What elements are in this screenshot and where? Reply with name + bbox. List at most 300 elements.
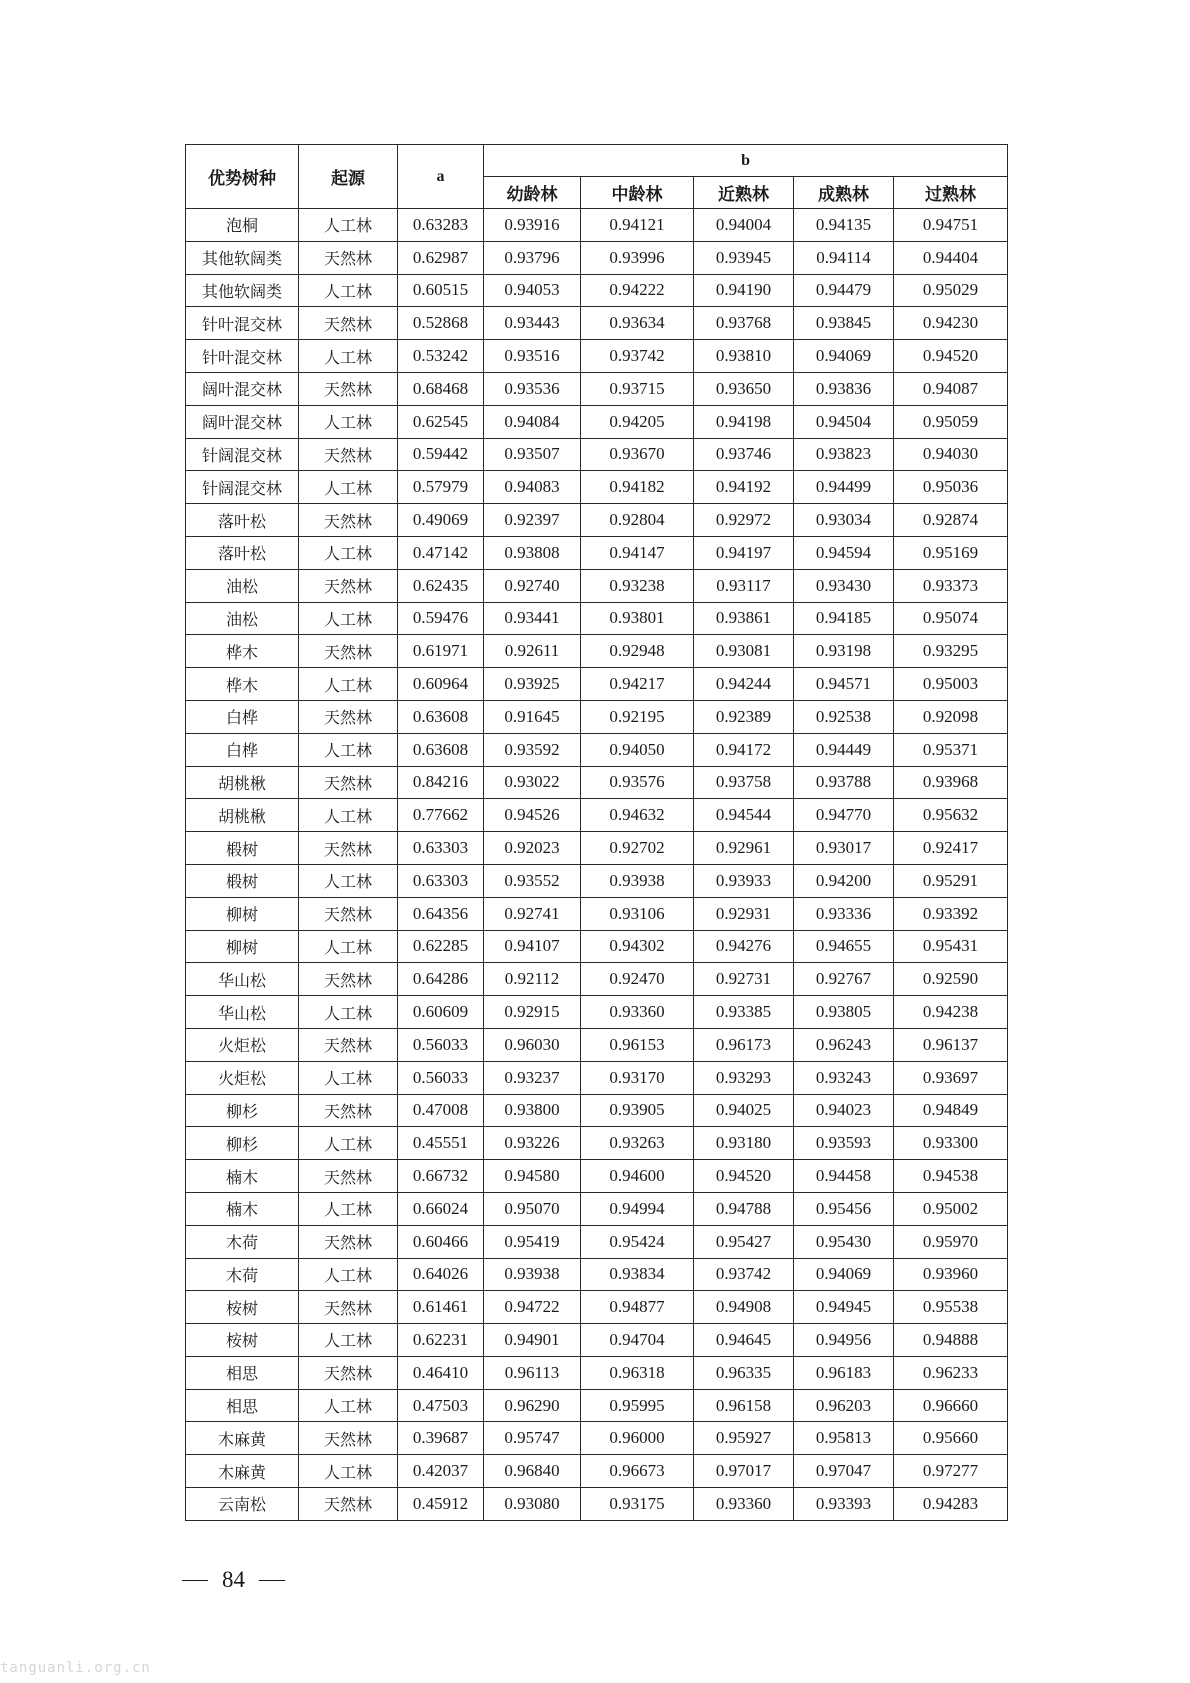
cell-b-mature: 0.94594	[794, 536, 894, 569]
cell-origin: 天然林	[299, 963, 398, 996]
header-origin: 起源	[299, 145, 398, 209]
cell-b-young: 0.93226	[484, 1127, 581, 1160]
cell-b-near-mature: 0.94645	[694, 1324, 794, 1357]
table-row	[186, 536, 1008, 569]
cell-b-young: 0.93443	[484, 307, 581, 340]
cell-b-young: 0.93808	[484, 536, 581, 569]
cell-origin: 人工林	[299, 1061, 398, 1094]
table-row	[186, 1455, 1008, 1488]
cell-a: 0.47142	[398, 536, 484, 569]
cell-b-mature: 0.93198	[794, 635, 894, 668]
cell-origin: 人工林	[299, 340, 398, 373]
cell-b-mature: 0.94069	[794, 1258, 894, 1291]
cell-a: 0.56033	[398, 1028, 484, 1061]
table-row	[186, 897, 1008, 930]
table-row	[186, 1258, 1008, 1291]
cell-b-young: 0.94084	[484, 405, 581, 438]
cell-b-young: 0.91645	[484, 700, 581, 733]
table-row	[186, 799, 1008, 832]
cell-b-young: 0.93022	[484, 766, 581, 799]
cell-b-over-mature: 0.95291	[894, 864, 1008, 897]
cell-b-middle: 0.94182	[581, 471, 694, 504]
cell-b-over-mature: 0.94751	[894, 209, 1008, 242]
cell-a: 0.63303	[398, 864, 484, 897]
cell-b-over-mature: 0.94238	[894, 996, 1008, 1029]
cell-b-over-mature: 0.97277	[894, 1455, 1008, 1488]
cell-origin: 天然林	[299, 1422, 398, 1455]
cell-b-over-mature: 0.95538	[894, 1291, 1008, 1324]
cell-b-over-mature: 0.94230	[894, 307, 1008, 340]
cell-b-over-mature: 0.92098	[894, 700, 1008, 733]
cell-b-middle: 0.93938	[581, 864, 694, 897]
cell-b-middle: 0.93905	[581, 1094, 694, 1127]
cell-a: 0.57979	[398, 471, 484, 504]
table-row	[186, 1422, 1008, 1455]
cell-species: 木荷	[186, 1258, 299, 1291]
cell-b-middle: 0.93742	[581, 340, 694, 373]
cell-b-young: 0.93925	[484, 668, 581, 701]
cell-a: 0.59442	[398, 438, 484, 471]
cell-a: 0.60964	[398, 668, 484, 701]
table-header	[186, 145, 1008, 209]
cell-origin: 天然林	[299, 307, 398, 340]
cell-a: 0.64356	[398, 897, 484, 930]
cell-species: 柳杉	[186, 1127, 299, 1160]
cell-b-over-mature: 0.95002	[894, 1192, 1008, 1225]
cell-species: 其他软阔类	[186, 274, 299, 307]
cell-b-near-mature: 0.94544	[694, 799, 794, 832]
cell-species: 相思	[186, 1389, 299, 1422]
cell-origin: 天然林	[299, 1488, 398, 1521]
cell-b-young: 0.93536	[484, 372, 581, 405]
cell-origin: 天然林	[299, 1028, 398, 1061]
cell-b-near-mature: 0.92972	[694, 504, 794, 537]
cell-origin: 天然林	[299, 766, 398, 799]
cell-b-young: 0.94901	[484, 1324, 581, 1357]
table-row	[186, 438, 1008, 471]
cell-b-near-mature: 0.93360	[694, 1488, 794, 1521]
cell-origin: 人工林	[299, 536, 398, 569]
cell-b-middle: 0.93715	[581, 372, 694, 405]
cell-b-near-mature: 0.94197	[694, 536, 794, 569]
cell-b-near-mature: 0.94520	[694, 1160, 794, 1193]
cell-b-over-mature: 0.96660	[894, 1389, 1008, 1422]
cell-species: 椴树	[186, 832, 299, 865]
cell-b-young: 0.94107	[484, 930, 581, 963]
cell-species: 阔叶混交林	[186, 405, 299, 438]
cell-species: 落叶松	[186, 536, 299, 569]
table-row	[186, 635, 1008, 668]
cell-b-mature: 0.94069	[794, 340, 894, 373]
cell-b-mature: 0.94449	[794, 733, 894, 766]
cell-b-middle: 0.93801	[581, 602, 694, 635]
table-row	[186, 700, 1008, 733]
cell-a: 0.56033	[398, 1061, 484, 1094]
cell-species: 楠木	[186, 1160, 299, 1193]
page-number: 84	[222, 1567, 245, 1592]
cell-a: 0.68468	[398, 372, 484, 405]
table-row	[186, 405, 1008, 438]
cell-species: 其他软阔类	[186, 241, 299, 274]
cell-origin: 人工林	[299, 471, 398, 504]
cell-origin: 人工林	[299, 1455, 398, 1488]
cell-species: 桦木	[186, 635, 299, 668]
cell-b-over-mature: 0.93392	[894, 897, 1008, 930]
cell-b-near-mature: 0.93810	[694, 340, 794, 373]
cell-b-middle: 0.95424	[581, 1225, 694, 1258]
cell-b-near-mature: 0.93945	[694, 241, 794, 274]
table-row	[186, 602, 1008, 635]
cell-a: 0.49069	[398, 504, 484, 537]
cell-b-over-mature: 0.93960	[894, 1258, 1008, 1291]
table-row	[186, 274, 1008, 307]
cell-b-over-mature: 0.93295	[894, 635, 1008, 668]
cell-b-mature: 0.96203	[794, 1389, 894, 1422]
cell-origin: 人工林	[299, 930, 398, 963]
cell-species: 桉树	[186, 1324, 299, 1357]
cell-a: 0.66024	[398, 1192, 484, 1225]
cell-a: 0.45551	[398, 1127, 484, 1160]
table-row	[186, 209, 1008, 242]
cell-b-young: 0.93796	[484, 241, 581, 274]
cell-b-young: 0.96030	[484, 1028, 581, 1061]
cell-b-over-mature: 0.95431	[894, 930, 1008, 963]
cell-b-middle: 0.93834	[581, 1258, 694, 1291]
cell-b-mature: 0.94479	[794, 274, 894, 307]
cell-origin: 天然林	[299, 832, 398, 865]
cell-species: 木荷	[186, 1225, 299, 1258]
cell-origin: 人工林	[299, 996, 398, 1029]
cell-b-mature: 0.95813	[794, 1422, 894, 1455]
cell-b-middle: 0.95995	[581, 1389, 694, 1422]
cell-b-near-mature: 0.95427	[694, 1225, 794, 1258]
table-row	[186, 307, 1008, 340]
cell-b-young: 0.92611	[484, 635, 581, 668]
cell-species: 椴树	[186, 864, 299, 897]
header-stage-young: 幼龄林	[484, 177, 581, 209]
cell-b-over-mature: 0.92874	[894, 504, 1008, 537]
cell-b-mature: 0.94956	[794, 1324, 894, 1357]
cell-b-near-mature: 0.93933	[694, 864, 794, 897]
cell-a: 0.63608	[398, 733, 484, 766]
cell-a: 0.52868	[398, 307, 484, 340]
cell-a: 0.39687	[398, 1422, 484, 1455]
cell-b-young: 0.93441	[484, 602, 581, 635]
cell-b-near-mature: 0.97017	[694, 1455, 794, 1488]
cell-b-over-mature: 0.95003	[894, 668, 1008, 701]
cell-b-near-mature: 0.94192	[694, 471, 794, 504]
table-row	[186, 504, 1008, 537]
table-row	[186, 996, 1008, 1029]
cell-origin: 天然林	[299, 241, 398, 274]
cell-b-young: 0.95070	[484, 1192, 581, 1225]
cell-b-young: 0.92740	[484, 569, 581, 602]
cell-b-over-mature: 0.93373	[894, 569, 1008, 602]
cell-b-middle: 0.96673	[581, 1455, 694, 1488]
cell-a: 0.47008	[398, 1094, 484, 1127]
cell-b-mature: 0.93788	[794, 766, 894, 799]
cell-b-near-mature: 0.92731	[694, 963, 794, 996]
cell-species: 针叶混交林	[186, 340, 299, 373]
cell-a: 0.61461	[398, 1291, 484, 1324]
cell-a: 0.77662	[398, 799, 484, 832]
cell-species: 华山松	[186, 996, 299, 1029]
cell-b-near-mature: 0.93768	[694, 307, 794, 340]
cell-b-middle: 0.94222	[581, 274, 694, 307]
cell-b-middle: 0.96000	[581, 1422, 694, 1455]
cell-b-young: 0.93938	[484, 1258, 581, 1291]
cell-b-near-mature: 0.96158	[694, 1389, 794, 1422]
cell-origin: 人工林	[299, 668, 398, 701]
cell-b-young: 0.94580	[484, 1160, 581, 1193]
cell-b-mature: 0.93430	[794, 569, 894, 602]
cell-b-near-mature: 0.93385	[694, 996, 794, 1029]
cell-b-middle: 0.94600	[581, 1160, 694, 1193]
cell-b-near-mature: 0.93742	[694, 1258, 794, 1291]
cell-b-over-mature: 0.93300	[894, 1127, 1008, 1160]
cell-b-mature: 0.95456	[794, 1192, 894, 1225]
cell-b-middle: 0.94050	[581, 733, 694, 766]
cell-origin: 天然林	[299, 569, 398, 602]
cell-origin: 天然林	[299, 1160, 398, 1193]
header-stage-over-mature: 过熟林	[894, 177, 1008, 209]
cell-a: 0.63283	[398, 209, 484, 242]
cell-b-young: 0.93800	[484, 1094, 581, 1127]
cell-b-over-mature: 0.94087	[894, 372, 1008, 405]
table-row	[186, 471, 1008, 504]
cell-b-middle: 0.96153	[581, 1028, 694, 1061]
cell-b-over-mature: 0.95660	[894, 1422, 1008, 1455]
cell-a: 0.47503	[398, 1389, 484, 1422]
cell-b-middle: 0.92804	[581, 504, 694, 537]
cell-b-middle: 0.96318	[581, 1356, 694, 1389]
cell-b-over-mature: 0.94888	[894, 1324, 1008, 1357]
cell-species: 桉树	[186, 1291, 299, 1324]
cell-b-middle: 0.94205	[581, 405, 694, 438]
cell-species: 白桦	[186, 700, 299, 733]
cell-b-mature: 0.93845	[794, 307, 894, 340]
cell-b-mature: 0.94458	[794, 1160, 894, 1193]
table-row	[186, 1488, 1008, 1521]
cell-b-mature: 0.93593	[794, 1127, 894, 1160]
header-stage-near-mature: 近熟林	[694, 177, 794, 209]
cell-species: 阔叶混交林	[186, 372, 299, 405]
cell-b-young: 0.93552	[484, 864, 581, 897]
cell-b-young: 0.92023	[484, 832, 581, 865]
cell-a: 0.45912	[398, 1488, 484, 1521]
cell-b-mature: 0.93836	[794, 372, 894, 405]
cell-b-near-mature: 0.93293	[694, 1061, 794, 1094]
cell-b-over-mature: 0.94538	[894, 1160, 1008, 1193]
cell-b-over-mature: 0.93697	[894, 1061, 1008, 1094]
cell-b-middle: 0.93106	[581, 897, 694, 930]
cell-b-middle: 0.93670	[581, 438, 694, 471]
cell-origin: 人工林	[299, 405, 398, 438]
footer-dash-right	[259, 1580, 285, 1581]
cell-b-mature: 0.94114	[794, 241, 894, 274]
cell-b-near-mature: 0.93650	[694, 372, 794, 405]
cell-b-near-mature: 0.93861	[694, 602, 794, 635]
cell-b-near-mature: 0.94276	[694, 930, 794, 963]
cell-origin: 人工林	[299, 1258, 398, 1291]
cell-species: 油松	[186, 569, 299, 602]
cell-origin: 人工林	[299, 1324, 398, 1357]
table-row	[186, 1356, 1008, 1389]
cell-b-mature: 0.96183	[794, 1356, 894, 1389]
cell-origin: 天然林	[299, 372, 398, 405]
cell-b-middle: 0.94632	[581, 799, 694, 832]
cell-b-over-mature: 0.96233	[894, 1356, 1008, 1389]
cell-b-middle: 0.94217	[581, 668, 694, 701]
cell-b-young: 0.94083	[484, 471, 581, 504]
header-stage-mature: 成熟林	[794, 177, 894, 209]
cell-species: 木麻黄	[186, 1455, 299, 1488]
cell-origin: 人工林	[299, 274, 398, 307]
cell-species: 楠木	[186, 1192, 299, 1225]
cell-a: 0.60466	[398, 1225, 484, 1258]
cell-b-mature: 0.92538	[794, 700, 894, 733]
cell-species: 柳树	[186, 897, 299, 930]
cell-b-over-mature: 0.94849	[894, 1094, 1008, 1127]
cell-b-middle: 0.93263	[581, 1127, 694, 1160]
header-stage-middle: 中龄林	[581, 177, 694, 209]
table-row	[186, 1192, 1008, 1225]
cell-origin: 人工林	[299, 864, 398, 897]
cell-b-over-mature: 0.94030	[894, 438, 1008, 471]
cell-b-mature: 0.93393	[794, 1488, 894, 1521]
cell-origin: 天然林	[299, 438, 398, 471]
table-row	[186, 1094, 1008, 1127]
cell-b-middle: 0.93175	[581, 1488, 694, 1521]
cell-b-middle: 0.92470	[581, 963, 694, 996]
cell-a: 0.62231	[398, 1324, 484, 1357]
cell-a: 0.61971	[398, 635, 484, 668]
cell-b-near-mature: 0.93746	[694, 438, 794, 471]
cell-species: 胡桃楸	[186, 799, 299, 832]
cell-b-near-mature: 0.94172	[694, 733, 794, 766]
cell-b-near-mature: 0.94244	[694, 668, 794, 701]
table-row	[186, 963, 1008, 996]
cell-b-over-mature: 0.94404	[894, 241, 1008, 274]
cell-b-young: 0.95747	[484, 1422, 581, 1455]
table-row	[186, 1324, 1008, 1357]
cell-b-over-mature: 0.95059	[894, 405, 1008, 438]
table-body	[186, 209, 1008, 1521]
cell-species: 火炬松	[186, 1028, 299, 1061]
cell-b-near-mature: 0.94004	[694, 209, 794, 242]
cell-b-young: 0.95419	[484, 1225, 581, 1258]
cell-b-young: 0.92397	[484, 504, 581, 537]
cell-a: 0.60609	[398, 996, 484, 1029]
table-row	[186, 1127, 1008, 1160]
cell-species: 木麻黄	[186, 1422, 299, 1455]
cell-b-mature: 0.94499	[794, 471, 894, 504]
header-b: b	[484, 145, 1008, 177]
cell-a: 0.46410	[398, 1356, 484, 1389]
cell-a: 0.59476	[398, 602, 484, 635]
cell-b-over-mature: 0.95029	[894, 274, 1008, 307]
cell-b-near-mature: 0.94198	[694, 405, 794, 438]
cell-b-young: 0.94053	[484, 274, 581, 307]
cell-origin: 人工林	[299, 1127, 398, 1160]
cell-b-near-mature: 0.92931	[694, 897, 794, 930]
cell-b-near-mature: 0.96173	[694, 1028, 794, 1061]
cell-origin: 人工林	[299, 209, 398, 242]
cell-origin: 人工林	[299, 799, 398, 832]
cell-a: 0.42037	[398, 1455, 484, 1488]
header-a: a	[398, 145, 484, 209]
cell-b-over-mature: 0.95632	[894, 799, 1008, 832]
cell-b-young: 0.93080	[484, 1488, 581, 1521]
cell-b-middle: 0.93238	[581, 569, 694, 602]
cell-b-over-mature: 0.95169	[894, 536, 1008, 569]
cell-b-near-mature: 0.94190	[694, 274, 794, 307]
cell-b-over-mature: 0.95074	[894, 602, 1008, 635]
cell-b-near-mature: 0.93117	[694, 569, 794, 602]
cell-b-mature: 0.94655	[794, 930, 894, 963]
cell-b-mature: 0.93336	[794, 897, 894, 930]
cell-a: 0.60515	[398, 274, 484, 307]
cell-b-middle: 0.94704	[581, 1324, 694, 1357]
cell-b-mature: 0.93017	[794, 832, 894, 865]
cell-b-young: 0.93237	[484, 1061, 581, 1094]
table-row	[186, 766, 1008, 799]
cell-b-middle: 0.94994	[581, 1192, 694, 1225]
cell-b-middle: 0.93996	[581, 241, 694, 274]
cell-b-middle: 0.93576	[581, 766, 694, 799]
table-row	[186, 1028, 1008, 1061]
cell-origin: 人工林	[299, 1389, 398, 1422]
cell-b-middle: 0.94147	[581, 536, 694, 569]
cell-b-over-mature: 0.96137	[894, 1028, 1008, 1061]
cell-b-young: 0.93507	[484, 438, 581, 471]
cell-b-young: 0.93916	[484, 209, 581, 242]
table-row	[186, 668, 1008, 701]
table-row	[186, 569, 1008, 602]
cell-b-over-mature: 0.94520	[894, 340, 1008, 373]
cell-a: 0.62435	[398, 569, 484, 602]
cell-b-mature: 0.94023	[794, 1094, 894, 1127]
cell-b-over-mature: 0.95371	[894, 733, 1008, 766]
cell-b-mature: 0.93034	[794, 504, 894, 537]
cell-b-mature: 0.96243	[794, 1028, 894, 1061]
cell-a: 0.63608	[398, 700, 484, 733]
cell-species: 华山松	[186, 963, 299, 996]
cell-b-near-mature: 0.93081	[694, 635, 794, 668]
cell-origin: 天然林	[299, 635, 398, 668]
cell-b-mature: 0.94504	[794, 405, 894, 438]
cell-origin: 人工林	[299, 602, 398, 635]
cell-species: 桦木	[186, 668, 299, 701]
table-row	[186, 1061, 1008, 1094]
cell-a: 0.62987	[398, 241, 484, 274]
table-row	[186, 864, 1008, 897]
cell-b-mature: 0.93805	[794, 996, 894, 1029]
cell-b-middle: 0.92702	[581, 832, 694, 865]
cell-origin: 人工林	[299, 733, 398, 766]
cell-b-young: 0.96113	[484, 1356, 581, 1389]
watermark: tanguanli.org.cn	[0, 1660, 151, 1676]
cell-b-over-mature: 0.92590	[894, 963, 1008, 996]
cell-b-near-mature: 0.93180	[694, 1127, 794, 1160]
cell-species: 火炬松	[186, 1061, 299, 1094]
cell-b-middle: 0.92195	[581, 700, 694, 733]
cell-b-middle: 0.92948	[581, 635, 694, 668]
cell-a: 0.64026	[398, 1258, 484, 1291]
table-row	[186, 340, 1008, 373]
cell-b-mature: 0.94571	[794, 668, 894, 701]
cell-b-young: 0.96290	[484, 1389, 581, 1422]
